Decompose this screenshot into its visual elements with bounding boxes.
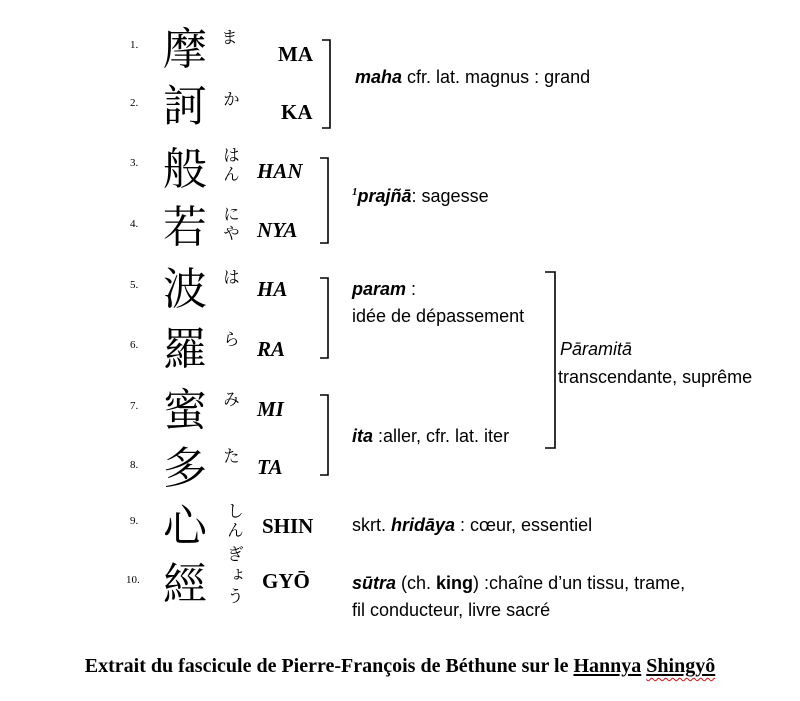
gloss-text: : cœur, essentiel — [455, 515, 593, 535]
caption-title-word: Shingyô — [646, 655, 716, 677]
romaji-reading: TA — [257, 455, 283, 479]
gloss-term: param — [352, 279, 407, 299]
gloss-sutra-line2: fil conducteur, livre sacré — [352, 600, 551, 620]
kanji-character: 心 — [163, 501, 207, 552]
entry-number: 5. — [130, 279, 139, 291]
kanji-character: 若 — [163, 202, 207, 253]
gloss-paramita — [560, 339, 632, 361]
entry-number: 2. — [130, 97, 139, 109]
gloss-param — [352, 279, 416, 301]
caption-title-word-spellcheck — [646, 655, 715, 677]
kana-reading: は — [219, 268, 239, 287]
entry-number: 6. — [130, 339, 139, 351]
gloss-prefix: skrt. — [352, 515, 391, 535]
romaji-reading: SHIN — [262, 514, 314, 538]
gloss-term: Pāramitā — [560, 339, 633, 359]
entry-number: 10. — [126, 574, 140, 586]
entry-number: 3. — [130, 157, 139, 169]
entry-number: 8. — [130, 459, 139, 471]
romaji-reading: KA — [281, 100, 313, 124]
kanji-character: 羅 — [163, 324, 207, 375]
kana-reading: た — [219, 447, 239, 466]
kanji-character: 波 — [163, 264, 207, 315]
kanji-character: 般 — [163, 144, 207, 195]
gloss-term: sūtra — [352, 573, 397, 593]
source-caption — [0, 654, 800, 678]
romaji-reading: HAN — [257, 159, 303, 183]
kana-reading: にや — [219, 205, 239, 243]
bracket-paramita — [545, 272, 555, 448]
romaji-reading: HA — [257, 277, 288, 301]
bracket-prajna — [320, 158, 328, 243]
entry-number: 7. — [130, 400, 139, 412]
kanji-character: 訶 — [163, 81, 207, 132]
gloss-hridaya — [352, 515, 592, 537]
kanji-character: 多 — [163, 443, 207, 494]
kanji-character: 蜜 — [163, 385, 207, 436]
gloss-term: maha — [355, 67, 403, 87]
entry-number: 4. — [130, 218, 139, 230]
gloss-sutra — [352, 573, 685, 595]
gloss-text: : — [406, 279, 417, 299]
gloss-text: (ch. — [396, 573, 437, 593]
gloss-text: : sagesse — [411, 186, 489, 206]
gloss-ita — [352, 426, 509, 448]
gloss-bold-word: king — [436, 573, 474, 593]
romaji-reading: MA — [278, 42, 313, 66]
gloss-paramita-line2: transcendante, suprême — [558, 367, 753, 387]
bracket-ita — [320, 395, 328, 475]
romaji-reading: RA — [257, 337, 286, 361]
kana-reading: ら — [219, 330, 239, 349]
kana-reading: はん — [219, 146, 239, 184]
gloss-term: ita — [352, 426, 374, 446]
entry-number: 1. — [130, 39, 139, 51]
kana-reading: み — [219, 390, 239, 409]
bracket-maha — [322, 40, 330, 128]
gloss-term: hridāya — [391, 515, 456, 535]
kana-reading: ま — [217, 28, 237, 47]
gloss-prajna — [352, 186, 489, 208]
footnote-marker: 1 — [352, 186, 358, 198]
gloss-maha — [355, 67, 590, 89]
bracket-param — [320, 278, 328, 358]
romaji-reading: NYA — [257, 218, 298, 242]
romaji-reading: GYŌ — [262, 569, 310, 593]
kanji-character: 經 — [163, 559, 207, 610]
romaji-reading: MI — [257, 397, 284, 421]
kanji-character: 摩 — [163, 24, 207, 75]
gloss-text: cfr. lat. magnus : grand — [402, 67, 591, 87]
gloss-text: ) :chaîne d’un tissu, trame, — [473, 573, 686, 593]
kana-reading: しん — [223, 502, 243, 540]
kana-reading: か — [219, 90, 239, 109]
gloss-text: :aller, cfr. lat. iter — [373, 426, 510, 446]
caption-title-word: Hannya — [573, 655, 642, 677]
kana-reading: ぎょう — [223, 545, 243, 608]
caption-text: Extrait du fascicule de Pierre-François de Béthune sur le — [84, 655, 574, 677]
entry-number: 9. — [130, 515, 139, 527]
gloss-param-line2: idée de dépassement — [352, 306, 525, 326]
gloss-term: prajñā — [357, 186, 412, 206]
